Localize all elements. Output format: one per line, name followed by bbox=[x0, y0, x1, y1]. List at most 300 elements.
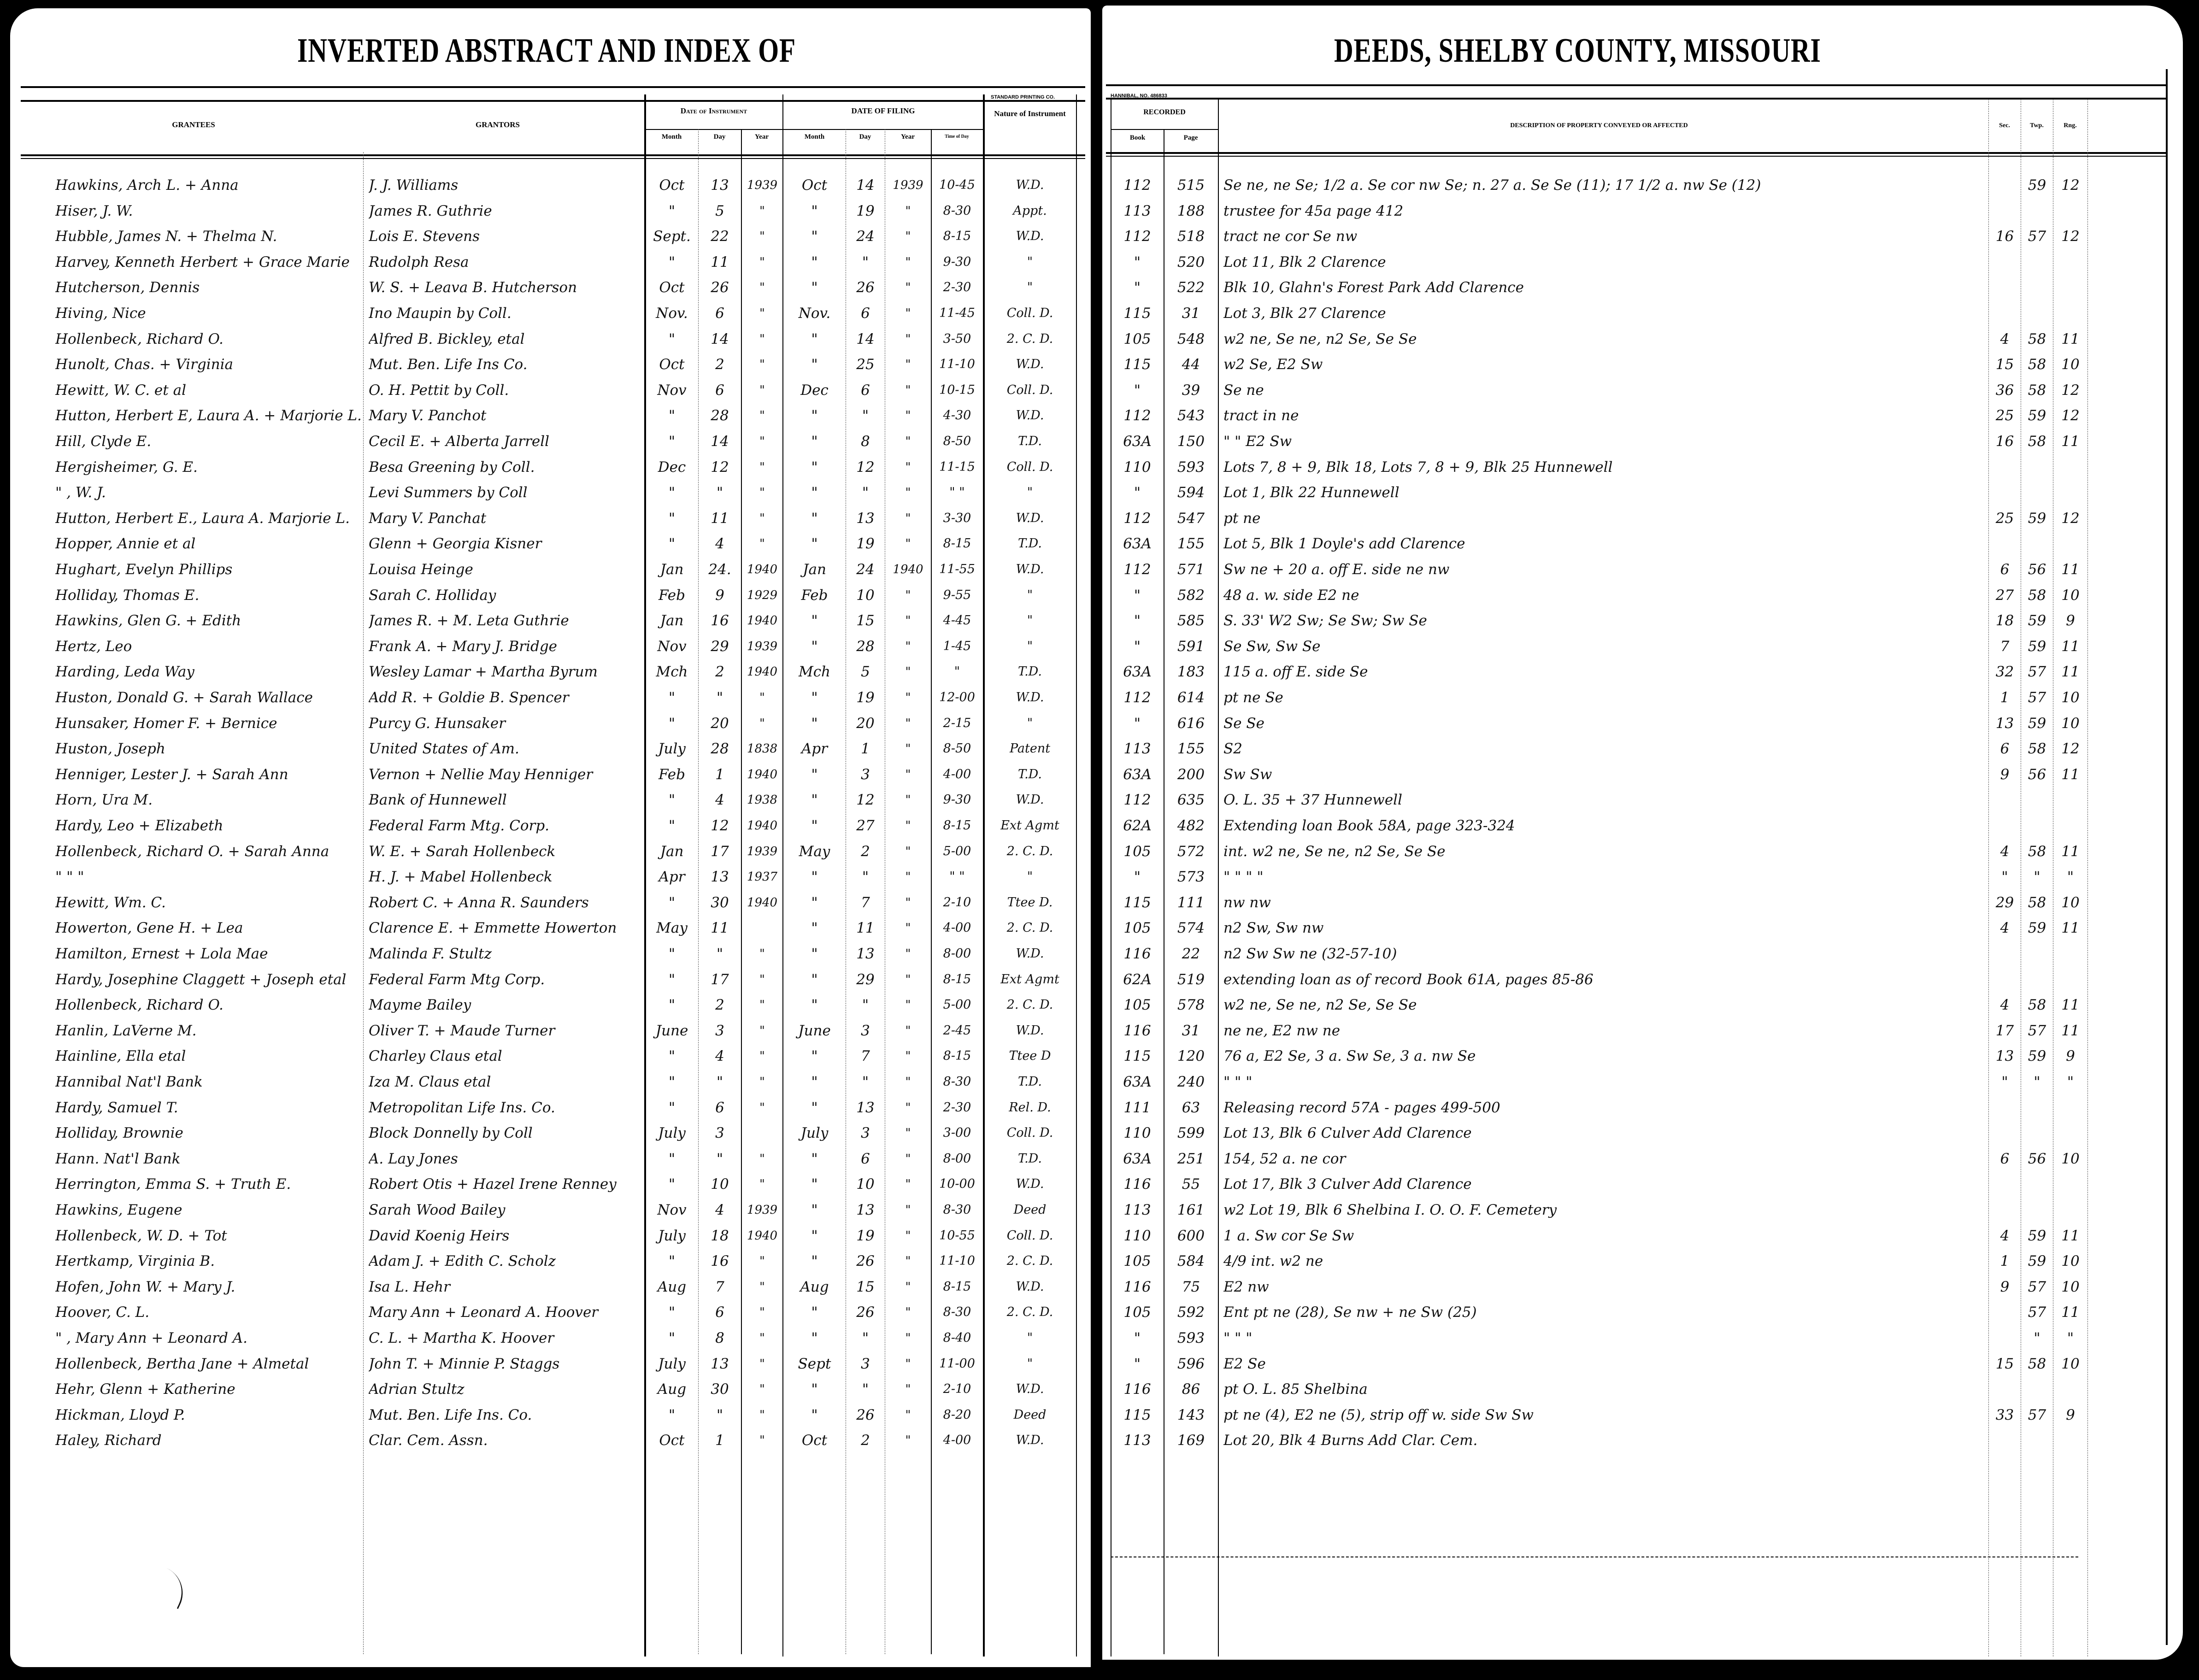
cell-grantor: Block Donnelly by Coll bbox=[369, 1125, 533, 1142]
cell-time: 1-45 bbox=[943, 639, 971, 653]
cell-f-year: " bbox=[905, 1023, 911, 1038]
cell-f-month: " bbox=[811, 1074, 818, 1090]
cell-page: 593 bbox=[1177, 458, 1205, 476]
header-grantees: GRANTEES bbox=[172, 120, 215, 129]
cell-twp: 58 bbox=[2028, 356, 2046, 373]
cell-i-month: Nov bbox=[657, 1202, 687, 1218]
cell-rng: 9 bbox=[2066, 1406, 2075, 1423]
cell-f-year: " bbox=[905, 332, 911, 346]
cell-f-year: 1940 bbox=[893, 563, 923, 576]
cell-twp: " bbox=[2034, 1074, 2040, 1090]
cell-book: 112 bbox=[1123, 689, 1151, 706]
cell-grantee: Harvey, Kenneth Herbert + Grace Marie bbox=[55, 253, 350, 270]
cell-i-year: 1938 bbox=[747, 793, 778, 807]
cell-grantor: Mut. Ben. Life Ins Co. bbox=[369, 356, 528, 373]
cell-i-month: " bbox=[668, 689, 676, 706]
cell-i-day: 6 bbox=[715, 1304, 724, 1321]
cell-f-day: 19 bbox=[856, 1227, 875, 1244]
cell-grantor: Wesley Lamar + Martha Byrum bbox=[369, 664, 598, 681]
cell-page: 547 bbox=[1177, 510, 1205, 527]
cell-i-year: " bbox=[759, 1280, 765, 1294]
cell-i-day: 8 bbox=[715, 1330, 724, 1346]
cell-time: 8-00 bbox=[943, 1151, 971, 1166]
cell-twp: " bbox=[2034, 869, 2040, 886]
left-page-right-rule bbox=[1076, 94, 1077, 1657]
cell-f-day: 6 bbox=[861, 382, 870, 399]
cell-grantee: Hickman, Lloyd P. bbox=[55, 1406, 185, 1423]
cell-grantee: Hiving, Nice bbox=[55, 305, 146, 322]
cell-i-day: 4 bbox=[715, 1048, 724, 1065]
cell-i-month: " bbox=[668, 1074, 676, 1090]
cell-f-month: Oct bbox=[801, 1432, 828, 1449]
cell-time: 8-15 bbox=[943, 818, 971, 833]
cell-description: 4/9 int. w2 ne bbox=[1223, 1253, 1323, 1270]
cell-page: 584 bbox=[1177, 1253, 1205, 1270]
cell-grantee: Hollenbeck, Richard O. bbox=[55, 997, 223, 1014]
cell-f-month: " bbox=[811, 1253, 818, 1270]
cell-f-year: " bbox=[905, 691, 911, 705]
cell-nature: Patent bbox=[1009, 741, 1051, 756]
cell-book: 116 bbox=[1123, 1278, 1151, 1295]
cell-f-day: 28 bbox=[856, 638, 875, 655]
cell-grantee: Horn, Ura M. bbox=[55, 792, 153, 809]
cell-f-day: 8 bbox=[861, 433, 870, 450]
cell-time: 9-30 bbox=[943, 254, 971, 269]
cell-page: 543 bbox=[1177, 407, 1205, 424]
cell-rng: 12 bbox=[2061, 382, 2080, 399]
cell-grantor: Isa L. Hehr bbox=[369, 1278, 450, 1295]
cell-grantee: " , W. J. bbox=[55, 484, 106, 501]
cell-i-year: " bbox=[759, 972, 765, 987]
cell-i-year: " bbox=[759, 229, 765, 244]
cell-time: 5-00 bbox=[943, 844, 971, 858]
cell-nature: 2. C. D. bbox=[1006, 844, 1053, 858]
cell-nature: T.D. bbox=[1018, 536, 1042, 551]
cell-i-day: 6 bbox=[715, 305, 724, 322]
cell-f-year: " bbox=[905, 767, 911, 781]
cell-twp: 59 bbox=[2028, 1253, 2046, 1270]
cell-f-month: Dec bbox=[800, 382, 829, 399]
cell-grantee: Hiser, J. W. bbox=[55, 202, 133, 219]
cell-nature: T.D. bbox=[1018, 664, 1042, 679]
cell-i-year: " bbox=[759, 716, 765, 730]
cell-f-year: " bbox=[905, 204, 911, 218]
cell-grantee: Hollenbeck, W. D. + Tot bbox=[55, 1227, 227, 1244]
cell-rng: 11 bbox=[2061, 1304, 2080, 1321]
cell-sec: 25 bbox=[1995, 510, 2014, 527]
cell-nature: W.D. bbox=[1016, 178, 1044, 192]
cell-rng: 10 bbox=[2061, 894, 2080, 911]
cell-f-day: " bbox=[862, 253, 869, 270]
cell-i-day: 14 bbox=[711, 433, 729, 450]
cell-time: 8-15 bbox=[943, 229, 971, 244]
cell-f-month: " bbox=[811, 766, 818, 783]
cell-grantor: Alfred B. Bickley, etal bbox=[369, 330, 525, 347]
cell-i-year: 1929 bbox=[747, 588, 778, 602]
cell-i-day: 11 bbox=[711, 510, 729, 527]
cell-grantee: Hewitt, Wm. C. bbox=[55, 894, 166, 911]
cell-time: 3-00 bbox=[943, 1126, 971, 1140]
cell-i-year: 1939 bbox=[747, 1203, 778, 1217]
header-date-of-filing: DATE OF FILING bbox=[851, 106, 915, 115]
cell-sec: 13 bbox=[1995, 715, 2014, 732]
cell-book: 110 bbox=[1123, 1125, 1151, 1142]
cell-f-month: " bbox=[811, 458, 818, 476]
cell-sec: 9 bbox=[2000, 1278, 2010, 1295]
cell-nature: W.D. bbox=[1016, 357, 1044, 372]
cell-f-month: Apr bbox=[801, 740, 828, 758]
cell-f-day: 3 bbox=[861, 1125, 870, 1142]
header-sec: Sec. bbox=[1999, 122, 2010, 129]
cell-grantor: Mary Ann + Leonard A. Hoover bbox=[369, 1304, 599, 1321]
cell-grantee: Huston, Joseph bbox=[55, 740, 165, 758]
cell-f-month: " bbox=[811, 946, 818, 962]
cell-grantee: Howerton, Gene H. + Lea bbox=[55, 920, 243, 937]
cell-grantor: James R. Guthrie bbox=[369, 202, 492, 219]
cell-sec: 1 bbox=[2000, 689, 2010, 706]
cell-f-year: " bbox=[905, 460, 911, 474]
cell-sec: 29 bbox=[1995, 894, 2014, 911]
cell-description: w2 Se, E2 Sw bbox=[1223, 356, 1323, 373]
cell-f-year: " bbox=[905, 306, 911, 320]
cell-twp: 58 bbox=[2028, 894, 2046, 911]
cell-f-year: " bbox=[905, 1305, 911, 1320]
cell-grantee: Holliday, Brownie bbox=[55, 1125, 183, 1142]
cell-time: " bbox=[954, 664, 960, 679]
cell-book: 63A bbox=[1123, 433, 1152, 450]
cell-rng: 12 bbox=[2061, 740, 2080, 758]
cell-twp: 59 bbox=[2028, 177, 2046, 194]
cell-i-month: June bbox=[655, 1022, 688, 1039]
cell-i-day: 28 bbox=[711, 740, 729, 758]
cell-f-year: " bbox=[905, 1177, 911, 1192]
cell-grantor: Charley Claus etal bbox=[369, 1048, 502, 1065]
cell-f-month: May bbox=[799, 843, 830, 860]
cell-f-month: " bbox=[811, 1406, 818, 1423]
cell-i-year: 1940 bbox=[747, 665, 778, 679]
cell-grantee: Hewitt, W. C. et al bbox=[55, 382, 186, 399]
cell-i-day: 2 bbox=[715, 997, 724, 1014]
cell-description: Lot 5, Blk 1 Doyle's add Clarence bbox=[1223, 535, 1465, 552]
cell-f-month: " bbox=[811, 612, 818, 629]
cell-i-year: " bbox=[759, 281, 765, 295]
cell-book: 105 bbox=[1123, 920, 1151, 937]
cell-sec: 16 bbox=[1995, 433, 2014, 450]
cell-book: " bbox=[1134, 715, 1141, 732]
cell-i-month: " bbox=[668, 1176, 676, 1193]
cell-time: 11-10 bbox=[939, 357, 975, 372]
cell-nature: 2. C. D. bbox=[1006, 1305, 1053, 1320]
cell-twp: 56 bbox=[2028, 561, 2046, 578]
cell-sec: 9 bbox=[2000, 766, 2010, 783]
cell-book: " bbox=[1134, 279, 1141, 296]
cell-rng: 12 bbox=[2061, 177, 2080, 194]
cell-f-day: 6 bbox=[861, 1150, 870, 1167]
cell-description: " " " " bbox=[1223, 869, 1264, 886]
cell-page: 75 bbox=[1182, 1278, 1200, 1295]
cell-f-year: " bbox=[905, 1331, 911, 1345]
cell-rng: 10 bbox=[2061, 1355, 2080, 1372]
cell-f-month: " bbox=[811, 433, 818, 450]
cell-page: 582 bbox=[1177, 587, 1205, 604]
cell-grantor: Clar. Cem. Assn. bbox=[369, 1432, 488, 1449]
cell-description: Lots 7, 8 + 9, Blk 18, Lots 7, 8 + 9, Blk 25 Hunnewell bbox=[1223, 458, 1613, 476]
cell-book: 113 bbox=[1123, 202, 1151, 219]
cell-page: 520 bbox=[1177, 253, 1205, 270]
cell-i-year: " bbox=[759, 998, 765, 1012]
cell-i-month: July bbox=[658, 1125, 686, 1142]
cell-nature: " bbox=[1027, 1331, 1033, 1345]
cell-i-month: Feb bbox=[658, 766, 685, 783]
cell-i-month: " bbox=[668, 1406, 676, 1423]
cell-sec: 18 bbox=[1995, 612, 2014, 629]
cell-description: w2 ne, Se ne, n2 Se, Se Se bbox=[1223, 997, 1417, 1014]
cell-nature: T.D. bbox=[1018, 767, 1042, 781]
cell-description: Se ne, ne Se; 1/2 a. Se cor nw Se; n. 27 a. Se Se (11); 17 1/2 a. nw Se (12) bbox=[1223, 177, 1761, 194]
cell-description: Lot 3, Blk 27 Clarence bbox=[1223, 305, 1386, 322]
cell-nature: W.D. bbox=[1016, 946, 1044, 961]
cell-description: trustee for 45a page 412 bbox=[1223, 202, 1404, 219]
cell-book: 112 bbox=[1123, 510, 1151, 527]
cell-f-day: 26 bbox=[856, 1304, 875, 1321]
cell-description: int. w2 ne, Se ne, n2 Se, Se Se bbox=[1223, 843, 1446, 860]
cell-grantor: Bank of Hunnewell bbox=[369, 792, 507, 809]
cell-rng: 11 bbox=[2061, 664, 2080, 681]
cell-f-day: 14 bbox=[856, 177, 875, 194]
cell-grantor: Metropolitan Life Ins. Co. bbox=[369, 1099, 555, 1116]
cell-time: 8-15 bbox=[943, 536, 971, 551]
cell-page: 482 bbox=[1177, 817, 1205, 834]
cell-description: Sw ne + 20 a. off E. side ne nw bbox=[1223, 561, 1450, 578]
cell-i-year: " bbox=[759, 1433, 765, 1448]
header-time-of-day: Time of Day bbox=[945, 134, 969, 139]
cell-rng: 9 bbox=[2066, 612, 2075, 629]
cell-f-year: " bbox=[905, 486, 911, 500]
cell-i-month: May bbox=[656, 920, 688, 937]
cell-description: O. L. 35 + 37 Hunnewell bbox=[1223, 792, 1403, 809]
cell-time: 8-20 bbox=[943, 1407, 971, 1422]
cell-grantor: Levi Summers by Coll bbox=[369, 484, 528, 501]
cell-page: 593 bbox=[1177, 1330, 1205, 1346]
cell-grantee: Hollenbeck, Bertha Jane + Almetal bbox=[55, 1355, 309, 1372]
cell-f-month: " bbox=[811, 1099, 818, 1116]
cell-f-day: 25 bbox=[856, 356, 875, 373]
cell-description: w2 ne, Se ne, n2 Se, Se Se bbox=[1223, 330, 1417, 347]
cell-nature: Rel. D. bbox=[1009, 1100, 1051, 1115]
cell-f-year: " bbox=[905, 639, 911, 653]
cell-f-day: 20 bbox=[856, 715, 875, 732]
cell-time: 8-40 bbox=[943, 1331, 971, 1345]
cell-f-year: " bbox=[905, 1203, 911, 1217]
cell-time: 8-15 bbox=[943, 972, 971, 987]
cell-rng: 12 bbox=[2061, 407, 2080, 424]
cell-i-day: 16 bbox=[711, 612, 729, 629]
header-bottom-rule-left-2 bbox=[21, 158, 1085, 159]
cell-book: 105 bbox=[1123, 1304, 1151, 1321]
cell-i-year: " bbox=[759, 358, 765, 372]
cell-f-year: " bbox=[905, 383, 911, 397]
cell-f-day: 12 bbox=[856, 792, 875, 809]
cell-book: 63A bbox=[1123, 1150, 1152, 1167]
cell-sec: 6 bbox=[2000, 1150, 2010, 1167]
header-filing-year: Year bbox=[901, 133, 915, 141]
cell-sec: 6 bbox=[2000, 561, 2010, 578]
cell-rng: 11 bbox=[2061, 330, 2080, 347]
cell-time: 10-45 bbox=[939, 178, 975, 192]
cell-f-year: " bbox=[905, 358, 911, 372]
cell-f-day: 14 bbox=[856, 330, 875, 347]
cell-i-month: Oct bbox=[659, 177, 685, 194]
cell-i-month: Aug bbox=[657, 1278, 687, 1295]
cell-f-day: " bbox=[862, 869, 869, 886]
cell-grantor: Mayme Bailey bbox=[369, 997, 471, 1014]
cell-time: 4-30 bbox=[943, 408, 971, 423]
cell-nature: " bbox=[1027, 716, 1033, 730]
cell-i-year: 1939 bbox=[747, 639, 778, 653]
cell-f-month: " bbox=[811, 817, 818, 834]
printer-imprint-left: STANDARD PRINTING CO. bbox=[991, 94, 1055, 100]
cell-sec: 33 bbox=[1995, 1406, 2014, 1423]
cell-f-day: 15 bbox=[856, 1278, 875, 1295]
cell-i-month: " bbox=[668, 330, 676, 347]
cell-grantor: Louisa Heinge bbox=[369, 561, 473, 578]
cell-time: 11-55 bbox=[939, 562, 975, 576]
cell-rng: 10 bbox=[2061, 1150, 2080, 1167]
cell-f-year: " bbox=[905, 1151, 911, 1166]
cell-book: 63A bbox=[1123, 766, 1152, 783]
cell-sec: 25 bbox=[1995, 407, 2014, 424]
cell-twp: 58 bbox=[2028, 997, 2046, 1014]
cell-f-year: " bbox=[905, 972, 911, 987]
cell-time: 4-45 bbox=[943, 613, 971, 628]
cell-book: 62A bbox=[1123, 971, 1152, 988]
cell-nature: W.D. bbox=[1016, 690, 1044, 705]
cell-nature: W.D. bbox=[1016, 1023, 1044, 1038]
cell-nature: " bbox=[1027, 254, 1033, 269]
cell-time: 8-00 bbox=[943, 946, 971, 961]
cell-i-day: 2 bbox=[715, 664, 724, 681]
cell-grantee: Hanlin, LaVerne M. bbox=[55, 1022, 197, 1039]
cell-i-year: " bbox=[759, 460, 765, 474]
cell-book: 105 bbox=[1123, 330, 1151, 347]
cell-f-month: " bbox=[811, 1227, 818, 1244]
cell-nature: Coll. D. bbox=[1006, 382, 1053, 397]
cell-i-month: " bbox=[668, 894, 676, 911]
cell-sec: 15 bbox=[1995, 356, 2014, 373]
cell-i-year: 1940 bbox=[747, 614, 778, 628]
cell-grantor: Adam J. + Edith C. Scholz bbox=[369, 1253, 556, 1270]
cell-f-day: 10 bbox=[856, 587, 875, 604]
cell-i-year: " bbox=[759, 1305, 765, 1320]
cell-time: 12-00 bbox=[939, 690, 975, 705]
cell-f-year: " bbox=[905, 281, 911, 295]
cell-i-day: " bbox=[716, 1074, 723, 1090]
cell-f-day: 7 bbox=[861, 1048, 870, 1065]
cell-f-year: " bbox=[905, 742, 911, 756]
cell-i-day: 22 bbox=[711, 228, 729, 245]
cell-i-year: " bbox=[759, 947, 765, 961]
cell-twp: 58 bbox=[2028, 330, 2046, 347]
cell-description: Ent pt ne (28), Se nw + ne Sw (25) bbox=[1223, 1304, 1477, 1321]
cell-sec: 7 bbox=[2000, 638, 2010, 655]
cell-i-year: 1939 bbox=[747, 844, 778, 858]
cell-rng: 11 bbox=[2061, 638, 2080, 655]
cell-i-day: 20 bbox=[711, 715, 729, 732]
header-twp: Twp. bbox=[2030, 122, 2044, 129]
cell-rng: 11 bbox=[2061, 433, 2080, 450]
cell-sec: 17 bbox=[1995, 1022, 2014, 1039]
cell-sec: 36 bbox=[1995, 382, 2014, 399]
header-inst-year: Year bbox=[755, 133, 769, 141]
cell-grantee: Hughart, Evelyn Phillips bbox=[55, 561, 233, 578]
cell-f-year: " bbox=[905, 1254, 911, 1269]
cell-nature: Ext Agmt bbox=[1000, 818, 1059, 833]
cell-i-day: " bbox=[716, 946, 723, 962]
cell-grantor: David Koenig Heirs bbox=[369, 1227, 510, 1244]
cell-i-day: 1 bbox=[715, 1432, 724, 1449]
cell-grantee: Hoover, C. L. bbox=[55, 1304, 150, 1321]
cell-twp: 59 bbox=[2028, 612, 2046, 629]
cell-i-year: " bbox=[759, 1254, 765, 1269]
cell-f-month: " bbox=[811, 689, 818, 706]
cell-description: " " E2 Sw bbox=[1223, 433, 1292, 450]
cell-page: 600 bbox=[1177, 1227, 1205, 1244]
cell-description: Se Sw, Sw Se bbox=[1223, 638, 1321, 655]
cell-grantor: Add R. + Goldie B. Spencer bbox=[369, 689, 569, 706]
cell-grantor: Mary V. Panchot bbox=[369, 407, 487, 424]
cell-nature: Deed bbox=[1013, 1407, 1047, 1422]
cell-time: 3-30 bbox=[943, 511, 971, 525]
cell-grantee: Hann. Nat'l Bank bbox=[55, 1150, 181, 1167]
cell-f-month: Jan bbox=[803, 561, 826, 578]
cell-description: pt ne Se bbox=[1223, 689, 1283, 706]
cell-f-day: 10 bbox=[856, 1176, 875, 1193]
cell-i-month: " bbox=[668, 1304, 676, 1321]
cell-twp: 59 bbox=[2028, 920, 2046, 937]
cell-i-day: 2 bbox=[715, 356, 724, 373]
cell-f-year: " bbox=[905, 844, 911, 858]
cell-book: 110 bbox=[1123, 458, 1151, 476]
cell-f-day: " bbox=[862, 1074, 869, 1090]
cell-rng: 12 bbox=[2061, 228, 2080, 245]
cell-sec: 4 bbox=[2000, 330, 2010, 347]
cell-page: 111 bbox=[1177, 894, 1205, 911]
cell-nature: Ttee D bbox=[1009, 1049, 1051, 1063]
cell-rng: 11 bbox=[2061, 1022, 2080, 1039]
cell-f-day: 13 bbox=[856, 946, 875, 962]
cell-f-day: 24 bbox=[856, 228, 875, 245]
cell-i-year: " bbox=[759, 1100, 765, 1115]
cell-grantor: Glenn + Georgia Kisner bbox=[369, 535, 542, 552]
cell-grantee: Hardy, Josephine Claggett + Joseph etal bbox=[55, 971, 347, 988]
cell-i-day: 9 bbox=[715, 587, 724, 604]
cell-sec: " bbox=[2001, 869, 2008, 886]
cell-rng: " bbox=[2067, 1330, 2074, 1346]
cell-twp: 58 bbox=[2028, 433, 2046, 450]
cell-f-month: " bbox=[811, 279, 818, 296]
cell-book: " bbox=[1134, 382, 1141, 399]
cell-i-year: 1838 bbox=[747, 742, 778, 756]
date-subheader-rule bbox=[645, 129, 984, 130]
cell-description: tract in ne bbox=[1223, 407, 1299, 424]
cell-grantor: Sarah Wood Bailey bbox=[369, 1202, 506, 1218]
cell-grantee: Hawkins, Arch L. + Anna bbox=[55, 177, 239, 194]
printer-imprint-right: HANNIBAL, NO. 486833 bbox=[1111, 93, 1167, 99]
cell-f-year: " bbox=[905, 409, 911, 423]
cell-f-month: " bbox=[811, 869, 818, 886]
cell-f-day: 26 bbox=[856, 279, 875, 296]
cell-f-month: July bbox=[800, 1125, 829, 1142]
